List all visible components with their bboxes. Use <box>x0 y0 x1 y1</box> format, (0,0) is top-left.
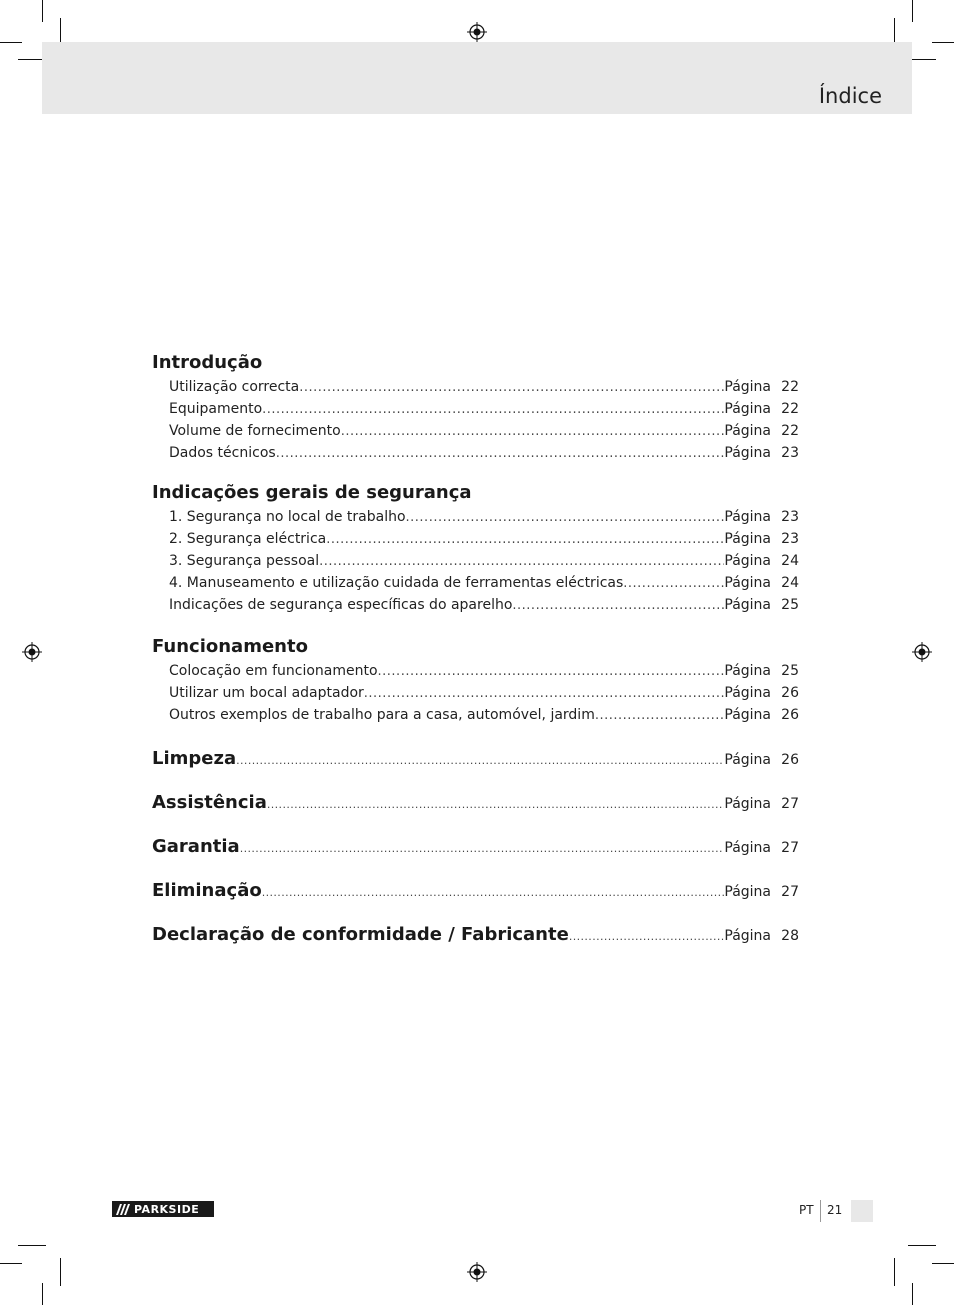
toc-entry-title: Utilizar um bocal adaptador <box>169 685 364 701</box>
toc-entry-title: Volume de fornecimento <box>169 423 341 439</box>
toc-section-heading: Assistência <box>152 792 267 813</box>
toc-page-number: 23 <box>781 445 799 461</box>
toc-page-label: Página <box>724 884 771 900</box>
toc-page-number: 26 <box>781 707 799 723</box>
crop-mark <box>0 1263 22 1264</box>
crop-mark <box>60 1258 61 1286</box>
toc-section-heading[interactable]: Introdução <box>152 352 263 373</box>
toc-page-number: 25 <box>781 597 799 613</box>
toc-entry-title: Colocação em funcionamento <box>169 663 378 679</box>
toc-leader-dots <box>262 878 725 908</box>
toc-leader-dots <box>595 705 725 727</box>
toc-page-number: 24 <box>781 575 799 591</box>
toc-page-label: Página <box>724 597 771 613</box>
logo-brand-name: PARKSIDE <box>134 1202 200 1216</box>
registration-mark-icon <box>912 642 932 662</box>
crop-mark <box>912 0 913 22</box>
toc-section-heading[interactable]: Indicações gerais de segurança <box>152 482 472 503</box>
toc-entry[interactable] <box>152 420 799 442</box>
toc-entry[interactable] <box>152 528 799 550</box>
toc-page-label: Página <box>724 685 771 701</box>
toc-page-label: Página <box>724 531 771 547</box>
toc-leader-dots <box>623 573 724 595</box>
crop-mark <box>908 1245 936 1246</box>
toc-entry-title: Utilização correcta <box>169 379 300 395</box>
crop-mark <box>932 42 954 43</box>
toc-page-label: Página <box>724 663 771 679</box>
toc-entry-title: 4. Manuseamento e utilização cuidada de ferramentas eléctricas <box>169 575 624 591</box>
toc-entry-title: 3. Segurança pessoal <box>169 553 320 569</box>
toc-page-label: Página <box>724 575 771 591</box>
toc-entry-title: Outros exemplos de trabalho para a casa, automóvel, jardim <box>169 707 595 723</box>
toc-entry-garantia[interactable] <box>152 832 799 876</box>
toc-page-number: 25 <box>781 663 799 679</box>
toc-section-heading: Garantia <box>152 836 240 857</box>
crop-mark <box>0 42 22 43</box>
footer-tab-box <box>851 1200 873 1222</box>
crop-mark <box>42 1283 43 1305</box>
toc-entry-declaracao[interactable] <box>152 920 799 964</box>
toc-entry-eliminacao[interactable] <box>152 876 799 920</box>
toc-section-seguranca <box>152 480 799 616</box>
toc-leader-dots <box>341 421 725 443</box>
toc-section-heading[interactable]: Funcionamento <box>152 636 308 657</box>
table-of-contents <box>152 350 799 964</box>
toc-entry-assistencia[interactable] <box>152 788 799 832</box>
toc-page-number: 27 <box>781 796 799 812</box>
footer-page-number: 21 <box>827 1203 843 1217</box>
toc-leader-dots <box>299 377 724 399</box>
toc-entry-title: Indicações de segurança específicas do aparelho <box>169 597 513 613</box>
header-band <box>42 42 912 114</box>
crop-mark <box>894 1258 895 1286</box>
toc-leader-dots <box>276 443 725 465</box>
page-title: Índice <box>818 84 882 108</box>
toc-section-introducao <box>152 350 799 464</box>
toc-page-number: 23 <box>781 509 799 525</box>
toc-leader-dots <box>569 922 725 952</box>
registration-mark-icon <box>467 1262 487 1282</box>
toc-page-number: 23 <box>781 531 799 547</box>
toc-page-number: 22 <box>781 423 799 439</box>
toc-page-label: Página <box>724 423 771 439</box>
toc-section-funcionamento <box>152 634 799 726</box>
toc-entry[interactable] <box>152 594 799 616</box>
toc-entry[interactable] <box>152 506 799 528</box>
toc-leader-dots <box>240 834 725 864</box>
footer-language: PT <box>799 1203 814 1217</box>
toc-page-label: Página <box>724 707 771 723</box>
toc-page-label: Página <box>724 401 771 417</box>
toc-leader-dots <box>319 551 724 573</box>
toc-entry-title: Equipamento <box>169 401 263 417</box>
toc-entry[interactable] <box>152 660 799 682</box>
crop-mark <box>42 0 43 22</box>
toc-page-number: 22 <box>781 401 799 417</box>
registration-mark-icon <box>22 642 42 662</box>
toc-section-heading: Eliminação <box>152 880 262 901</box>
toc-page-label: Página <box>724 379 771 395</box>
toc-leader-dots <box>262 399 724 421</box>
toc-leader-dots <box>406 507 725 529</box>
crop-mark <box>912 1283 913 1305</box>
toc-page-number: 22 <box>781 379 799 395</box>
toc-leader-dots <box>236 746 724 776</box>
toc-entry-title: 1. Segurança no local de trabalho <box>169 509 406 525</box>
toc-page-number: 27 <box>781 840 799 856</box>
toc-page-label: Página <box>724 840 771 856</box>
toc-entry[interactable] <box>152 704 799 726</box>
toc-entry[interactable] <box>152 376 799 398</box>
toc-leader-dots <box>364 683 725 705</box>
toc-page-number: 27 <box>781 884 799 900</box>
toc-page-label: Página <box>724 445 771 461</box>
toc-page-number: 28 <box>781 928 799 944</box>
crop-mark <box>18 1245 46 1246</box>
parkside-logo <box>112 1201 214 1217</box>
crop-mark <box>908 59 936 60</box>
toc-leader-dots <box>267 790 725 820</box>
crop-mark <box>932 1263 954 1264</box>
toc-entry-limpeza[interactable] <box>152 744 799 788</box>
toc-entry-title: Dados técnicos <box>169 445 276 461</box>
toc-leader-dots <box>378 661 725 683</box>
toc-section-heading: Limpeza <box>152 748 237 769</box>
toc-leader-dots <box>326 529 724 551</box>
toc-section-heading: Declaração de conformidade / Fabricante <box>152 924 569 945</box>
toc-page-label: Página <box>724 553 771 569</box>
toc-entry[interactable] <box>152 572 799 594</box>
toc-entry[interactable] <box>152 398 799 420</box>
toc-entry[interactable] <box>152 682 799 704</box>
toc-page-label: Página <box>724 509 771 525</box>
toc-page-label: Página <box>724 928 771 944</box>
toc-page-number: 26 <box>781 685 799 701</box>
toc-page-label: Página <box>724 752 771 768</box>
registration-mark-icon <box>467 22 487 42</box>
toc-entry[interactable] <box>152 442 799 464</box>
toc-page-number: 26 <box>781 752 799 768</box>
toc-leader-dots <box>512 595 724 617</box>
toc-entry[interactable] <box>152 550 799 572</box>
footer-divider <box>820 1200 821 1222</box>
logo-stripes-icon <box>118 1204 130 1215</box>
toc-page-label: Página <box>724 796 771 812</box>
toc-entry-title: 2. Segurança eléctrica <box>169 531 327 547</box>
toc-page-number: 24 <box>781 553 799 569</box>
